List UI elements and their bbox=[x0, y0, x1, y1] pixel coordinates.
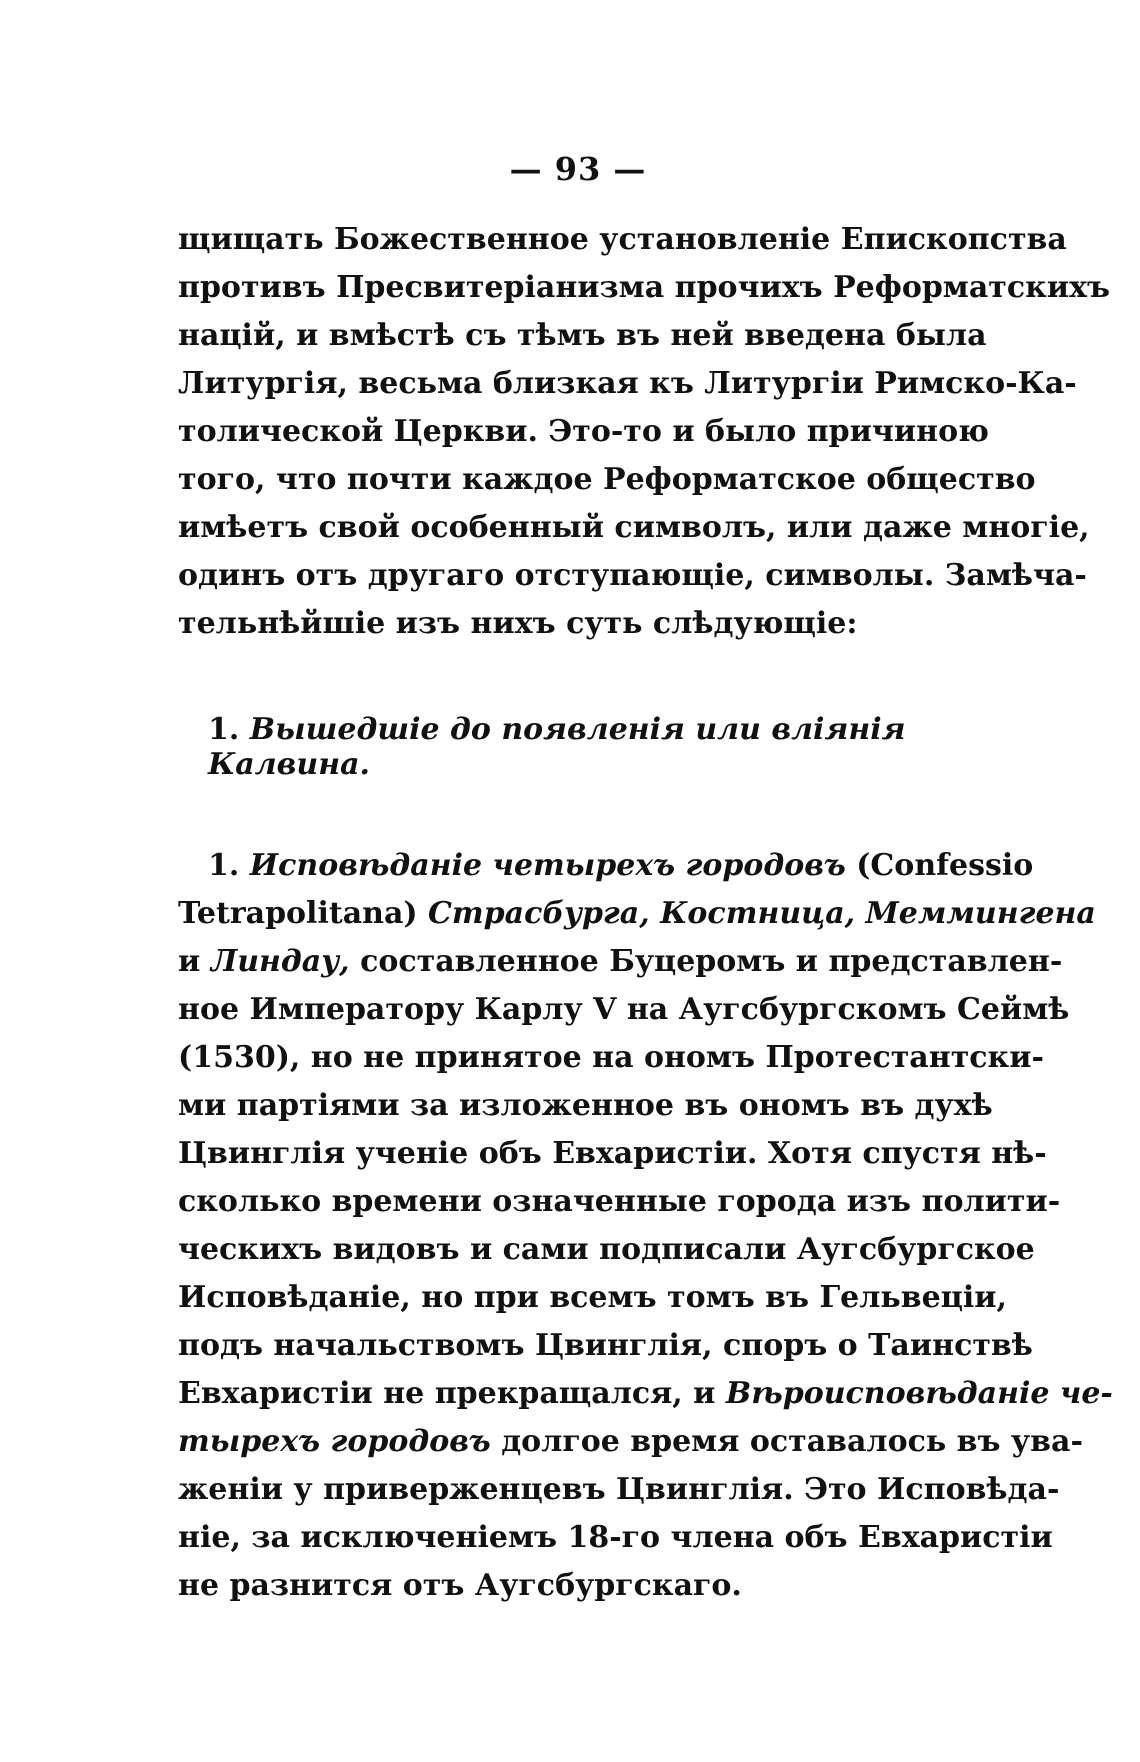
text-line: (1530), но не принятое на ономъ Протестантски- bbox=[178, 1040, 1044, 1075]
entry-number: 1. bbox=[208, 848, 240, 883]
text-line: одинъ отъ другаго отступающіе, символы. Замѣча- bbox=[178, 558, 1087, 593]
text-line: противъ Пресвитеріанизма прочихъ Реформатскихъ bbox=[178, 270, 1110, 305]
text-line: имѣетъ свой особенный символъ, или даже многіе, bbox=[178, 510, 1090, 545]
italic-span: Линдау, bbox=[210, 944, 350, 979]
text-line: націй, и вмѣстѣ съ тѣмъ въ ней введена была bbox=[178, 318, 987, 353]
text-line: женіи у приверженцевъ Цвинглія. Это Исповѣда- bbox=[178, 1472, 1060, 1507]
text-span: Евхаристіи не прекращался, и bbox=[178, 1376, 716, 1411]
text-span: составленное Буцеромъ и представлен- bbox=[360, 944, 1063, 979]
section-heading bbox=[178, 712, 978, 782]
text-line: толической Церкви. Это-то и было причиною bbox=[178, 414, 989, 449]
text-line: ческихъ видовъ и сами подписали Аугсбургское bbox=[178, 1232, 1035, 1267]
text-line bbox=[178, 1418, 1083, 1466]
text-line: не разнится отъ Аугсбургскаго. bbox=[178, 1568, 742, 1603]
text-span: и bbox=[178, 944, 201, 979]
text-line: тельнѣйшіе изъ нихъ суть слѣдующіе: bbox=[178, 606, 858, 641]
text-line bbox=[178, 938, 1063, 986]
book-page bbox=[178, 150, 1113, 1610]
text-span: долгое время оставалось въ ува- bbox=[501, 1424, 1083, 1459]
text-line: подъ начальствомъ Цвинглія, споръ о Таинствѣ bbox=[178, 1328, 1033, 1363]
text-line bbox=[178, 842, 1034, 890]
text-line: Цвинглія ученіе объ Евхаристіи. Хотя спустя нѣ- bbox=[178, 1136, 1047, 1171]
text-line bbox=[178, 890, 1096, 938]
section-number: 1. bbox=[208, 712, 240, 747]
text-line: Исповѣданіе, но при всемъ томъ въ Гельвеціи, bbox=[178, 1280, 1007, 1315]
page-number: — 93 — bbox=[509, 150, 647, 188]
text-line: Литургія, весьма близкая къ Литургіи Римско-Ка- bbox=[178, 366, 1077, 401]
text-line: щищать Божественное установленіе Епископства bbox=[178, 222, 1067, 257]
text-line: сколько времени означенные города изъ полити- bbox=[178, 1184, 1061, 1219]
entry-paragraph bbox=[178, 842, 1113, 1610]
italic-span: тырехъ городовъ bbox=[178, 1424, 491, 1459]
entry-title: Исповѣданіе четырехъ городовъ bbox=[249, 848, 846, 883]
intro-paragraph bbox=[178, 216, 1110, 648]
text-span: Tetrapolitana) bbox=[178, 896, 418, 931]
text-line: ми партіями за изложенное въ ономъ въ духѣ bbox=[178, 1088, 993, 1123]
text-line: ное Императору Карлу V на Аугсбургскомъ Сеймѣ bbox=[178, 992, 1070, 1027]
text-line: ніе, за исключеніемъ 18-го члена объ Евхаристіи bbox=[178, 1520, 1053, 1555]
text-line: того, что почти каждое Реформатское общество bbox=[178, 462, 1036, 497]
italic-span: Страсбурга, Костница, Меммингена bbox=[428, 896, 1096, 931]
text-line bbox=[178, 1370, 1113, 1418]
text-span: (Confessio bbox=[856, 848, 1034, 883]
italic-span: Вѣроисповѣданіе че- bbox=[725, 1376, 1113, 1411]
section-title: Вышедшіе до появленія или вліянія Калвина. bbox=[208, 712, 906, 782]
